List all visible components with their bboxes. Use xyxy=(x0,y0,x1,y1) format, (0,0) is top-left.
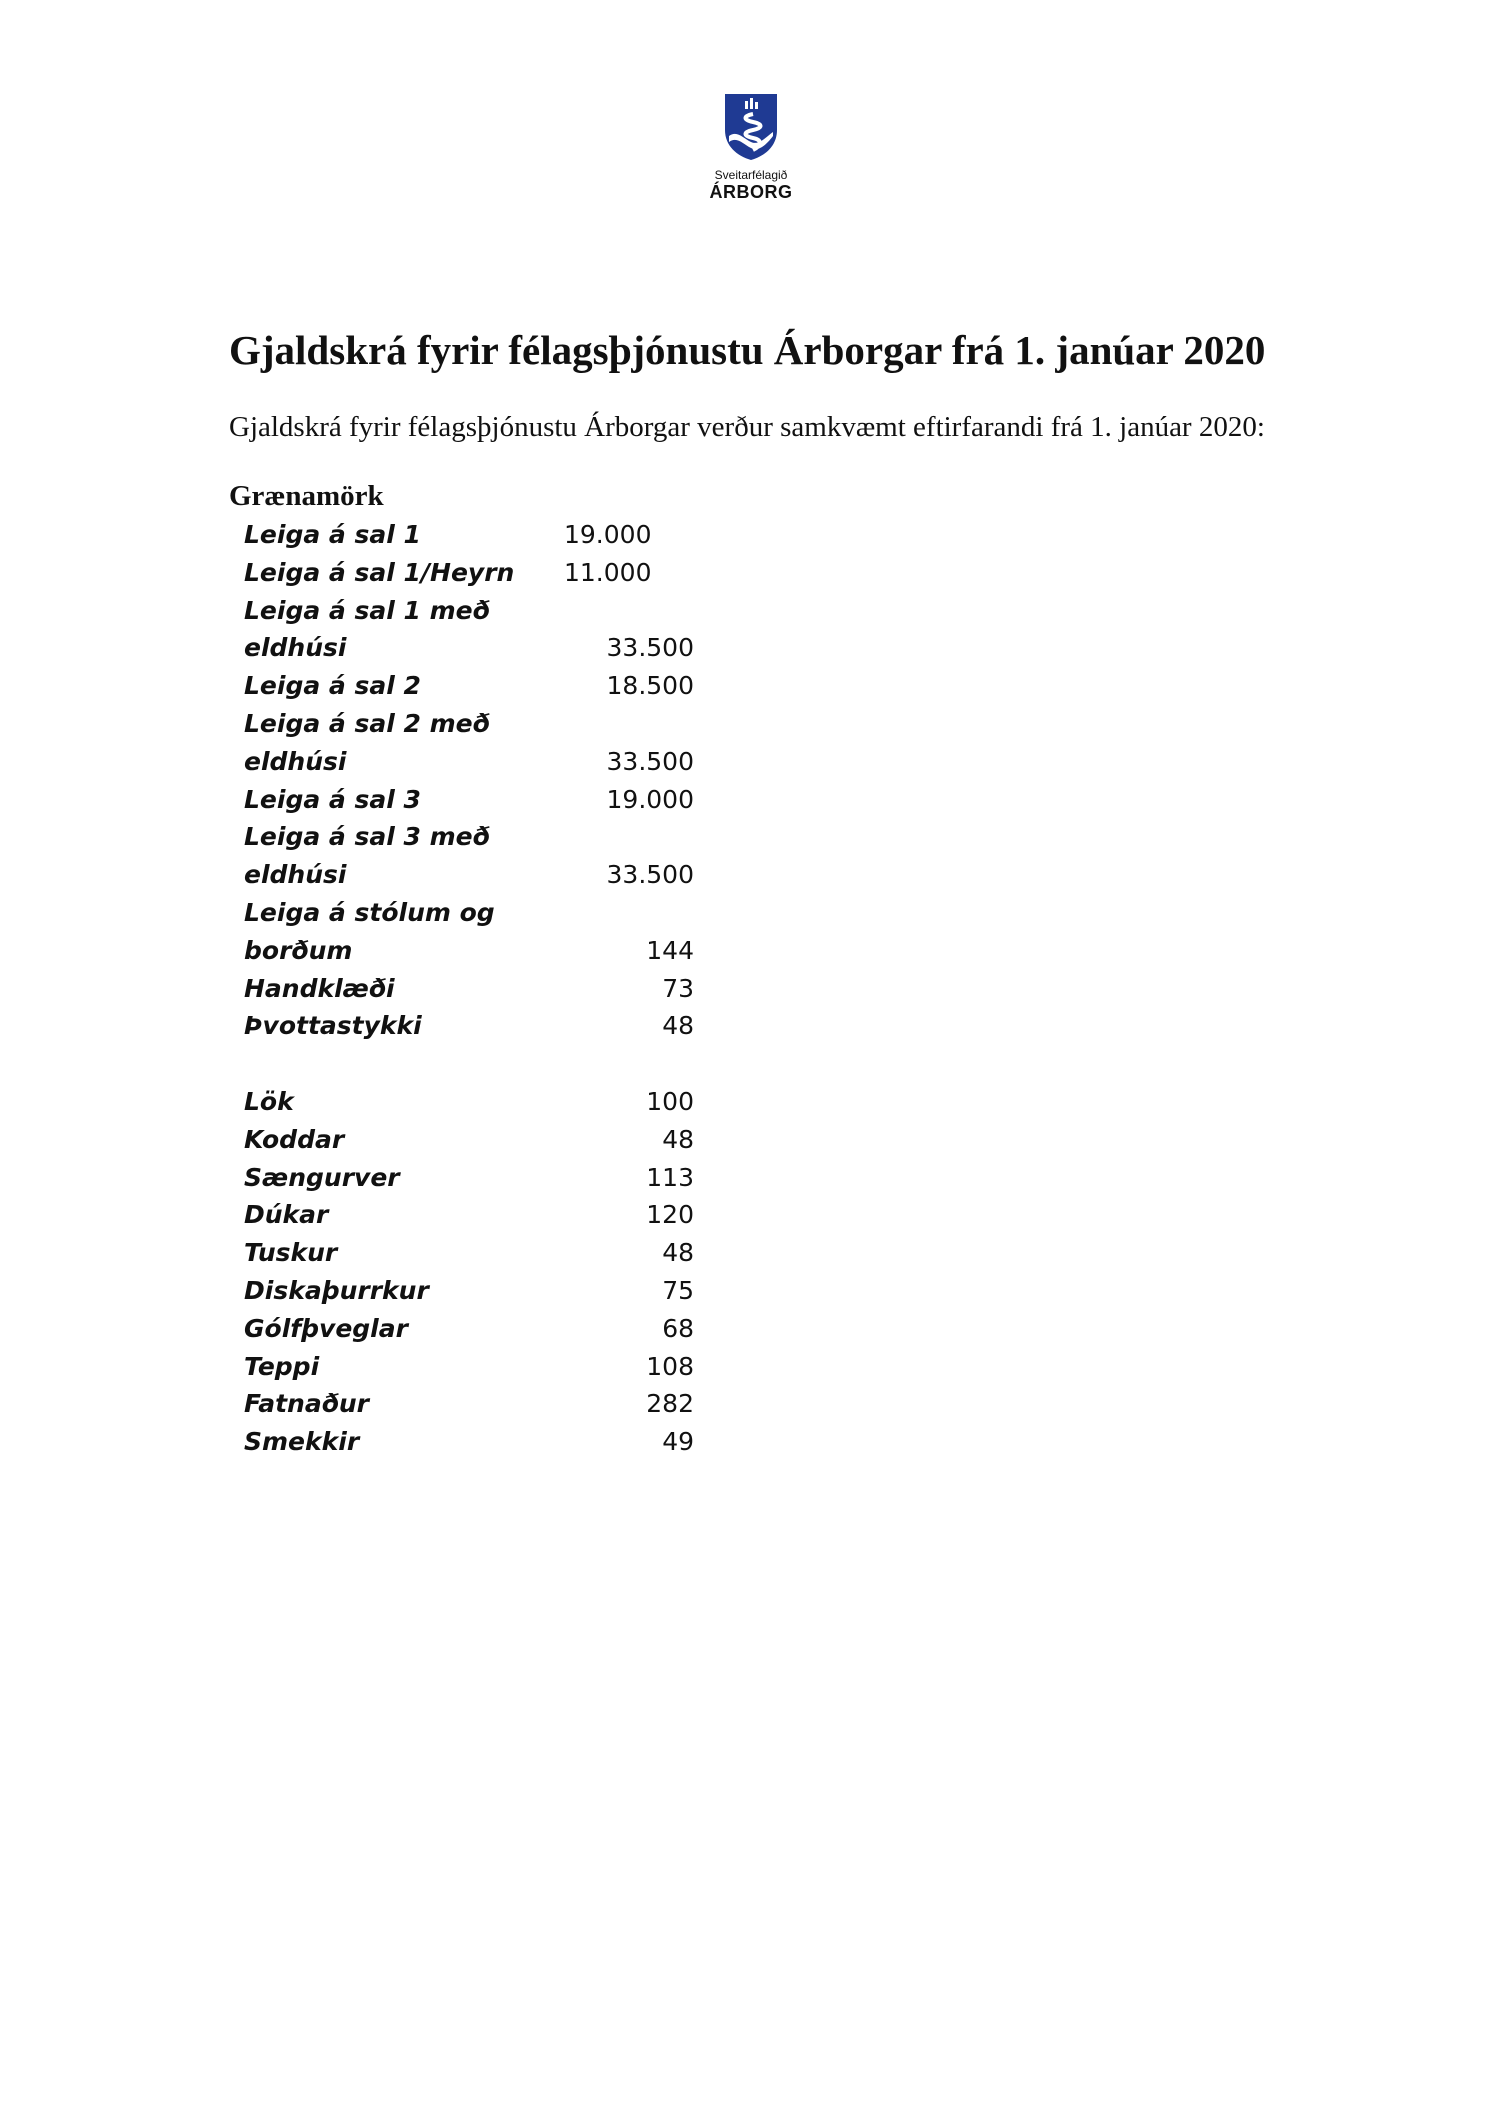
blank-row xyxy=(244,1045,694,1083)
price-label: Koddar xyxy=(244,1124,345,1154)
price-value: 48 xyxy=(662,1011,694,1041)
price-label: Fatnaður xyxy=(244,1389,369,1419)
price-label: Leiga á stólum og borðum xyxy=(244,897,495,965)
price-value: 33.500 xyxy=(606,860,694,890)
price-value: 120 xyxy=(646,1200,694,1230)
price-value: 75 xyxy=(662,1275,694,1305)
price-value: 33.500 xyxy=(606,746,694,776)
logo-org-name: ÁRBORG xyxy=(709,182,793,202)
price-row xyxy=(244,1007,694,1045)
price-value: 100 xyxy=(646,1086,694,1116)
arborg-shield-icon xyxy=(723,92,779,162)
price-row xyxy=(244,1159,694,1197)
intro-paragraph: Gjaldskrá fyrir félagsþjónustu Árborgar verður samkvæmt eftirfarandi frá 1. janúar 2020: xyxy=(229,411,1265,443)
price-value: 282 xyxy=(646,1389,694,1419)
price-value: 113 xyxy=(646,1162,694,1192)
price-value: 108 xyxy=(646,1351,694,1381)
price-row xyxy=(244,1310,694,1348)
price-row xyxy=(244,970,694,1008)
price-label: Leiga á sal 1 xyxy=(244,520,421,549)
price-label: Gólfþveglar xyxy=(244,1313,408,1343)
price-row xyxy=(244,1385,694,1423)
document-title: Gjaldskrá fyrir félagsþjónustu Árborgar frá 1. janúar 2020 xyxy=(229,327,1266,373)
price-label: Teppi xyxy=(244,1351,320,1381)
price-label: Dúkar xyxy=(244,1200,329,1230)
price-label: Lök xyxy=(244,1086,294,1116)
price-label: Leiga á sal 2 xyxy=(244,671,421,701)
price-value: 73 xyxy=(662,973,694,1003)
price-value: 33.500 xyxy=(606,633,694,663)
section-title: Grænamörk xyxy=(229,480,384,512)
price-row xyxy=(244,1234,694,1272)
price-row xyxy=(244,894,694,970)
price-row xyxy=(244,1423,694,1461)
price-row xyxy=(244,781,694,819)
price-label: Leiga á sal 1 með eldhúsi xyxy=(244,595,490,663)
price-value: 18.500 xyxy=(606,671,694,701)
price-label: Leiga á sal 1/Heyrn xyxy=(244,557,515,587)
price-label: Leiga á sal 2 með eldhúsi xyxy=(244,708,490,776)
price-label: Smekkir xyxy=(244,1427,360,1457)
price-value: 48 xyxy=(662,1124,694,1154)
price-row xyxy=(244,1272,694,1310)
price-value: 19.000 xyxy=(606,784,694,814)
logo-org-small-text: Sveitarfélagið xyxy=(714,168,788,182)
price-value: 48 xyxy=(662,1238,694,1268)
price-row xyxy=(244,1196,694,1234)
price-row xyxy=(244,1121,694,1159)
price-row xyxy=(244,818,694,894)
price-value: 19.000 xyxy=(564,520,652,549)
price-row xyxy=(244,667,694,705)
price-value: 49 xyxy=(662,1427,694,1457)
price-list xyxy=(244,516,694,1461)
price-value: 68 xyxy=(662,1313,694,1343)
price-row xyxy=(244,705,694,781)
price-label: Þvottastykki xyxy=(244,1011,422,1041)
price-value: 11.000 xyxy=(564,557,652,587)
price-label: Leiga á sal 3 með eldhúsi xyxy=(244,822,490,890)
price-row xyxy=(244,1083,694,1121)
price-label: Handklæði xyxy=(244,973,395,1003)
organization-logo xyxy=(703,92,799,202)
price-row xyxy=(244,516,694,554)
price-label: Tuskur xyxy=(244,1238,338,1268)
price-label: Leiga á sal 3 xyxy=(244,784,421,814)
price-row xyxy=(244,554,694,592)
price-row xyxy=(244,592,694,668)
price-label: Sængurver xyxy=(244,1162,400,1192)
price-value: 144 xyxy=(646,935,694,965)
price-row xyxy=(244,1348,694,1386)
price-label: Diskaþurrkur xyxy=(244,1275,429,1305)
